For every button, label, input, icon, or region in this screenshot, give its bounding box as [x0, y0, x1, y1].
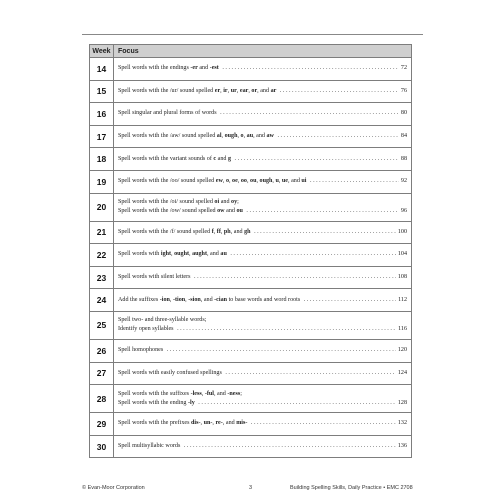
table-row [90, 244, 412, 267]
week-number: 26 [90, 339, 114, 362]
focus-line [118, 228, 407, 237]
focus-text: Spell words with the /ur/ sound spelled er, ir, ur, ear, or, and ar [118, 87, 277, 94]
week-column-header: Week [90, 45, 114, 58]
page-number: 112 [398, 296, 407, 303]
page-number: 128 [397, 399, 407, 406]
focus-line [118, 155, 407, 164]
focus-cell [114, 413, 412, 436]
focus-cell [114, 266, 412, 289]
week-number: 21 [90, 221, 114, 244]
focus-cell [114, 385, 412, 413]
focus-text: Spell words with the /oo/ sound spelled ew, o, oe, oo, ou, ough, u, ue, and ui [118, 178, 307, 185]
table-row [90, 103, 412, 126]
week-number: 30 [90, 435, 114, 458]
focus-line [118, 369, 407, 378]
dot-leader [118, 369, 396, 378]
focus-text: Spell words with easily confused spellings [118, 369, 222, 376]
focus-text: Spell words with the endings -er and -est [118, 65, 219, 72]
dot-leader [118, 296, 396, 305]
dot-leader [118, 64, 399, 73]
dot-leader [118, 87, 399, 96]
focus-text: Spell words with the variant sounds of c and g [118, 155, 232, 162]
footer-book-title: Building Spelling Skills, Daily Practice • EMC 2708 [290, 485, 413, 491]
focus-text: Spell two- and three-syllable words; [118, 317, 207, 324]
page-number: 72 [400, 65, 407, 72]
dot-leader [118, 325, 396, 334]
dot-leader [118, 228, 396, 237]
focus-column-header: Focus [114, 45, 412, 58]
page-number: 116 [398, 326, 407, 333]
focus-cell [114, 435, 412, 458]
focus-cell [114, 170, 412, 193]
page-number: 108 [397, 274, 407, 281]
dot-leader [118, 273, 396, 282]
week-number: 29 [90, 413, 114, 436]
focus-text: Spell words with the /f/ sound spelled f, ff, ph, and gh [118, 228, 251, 235]
focus-text: Identify open syllables [118, 326, 174, 333]
page-number: 100 [397, 228, 407, 235]
week-number: 15 [90, 80, 114, 103]
focus-line [118, 198, 407, 207]
contents-table [89, 44, 412, 458]
page-number: 76 [400, 87, 407, 94]
week-number: 24 [90, 289, 114, 312]
dot-leader [118, 207, 399, 216]
focus-line [118, 325, 407, 334]
page-number: 120 [397, 347, 407, 354]
week-number: 14 [90, 58, 114, 81]
table-row [90, 289, 412, 312]
table-row [90, 385, 412, 413]
table-row [90, 362, 412, 385]
focus-cell [114, 311, 412, 339]
week-number: 28 [90, 385, 114, 413]
week-number: 27 [90, 362, 114, 385]
focus-line [118, 273, 407, 282]
focus-cell [114, 193, 412, 221]
focus-cell [114, 125, 412, 148]
page-number: 96 [400, 208, 407, 215]
table-row [90, 435, 412, 458]
week-number: 22 [90, 244, 114, 267]
page-number: 136 [397, 443, 407, 450]
focus-line [118, 64, 407, 73]
top-rule [82, 34, 423, 35]
page-number: 124 [397, 369, 407, 376]
table-row [90, 80, 412, 103]
focus-cell [114, 362, 412, 385]
focus-line [118, 442, 407, 451]
contents-table-body [90, 58, 412, 458]
dot-leader [118, 442, 396, 451]
focus-text: Spell words with ight, ought, aught, and au [118, 251, 227, 258]
focus-line [118, 419, 407, 428]
table-row [90, 193, 412, 221]
dot-leader [118, 177, 399, 186]
focus-line [118, 390, 407, 399]
dot-leader [118, 250, 396, 259]
page-number: 84 [400, 133, 407, 140]
dot-leader [118, 399, 396, 408]
week-number: 20 [90, 193, 114, 221]
table-row [90, 311, 412, 339]
dot-leader [118, 419, 396, 428]
focus-cell [114, 148, 412, 171]
focus-text: Spell multisyllabic words [118, 443, 181, 450]
focus-line [118, 296, 407, 305]
focus-line [118, 250, 407, 259]
focus-line [118, 109, 407, 118]
dot-leader [118, 346, 396, 355]
dot-leader [118, 132, 399, 141]
week-number: 25 [90, 311, 114, 339]
table-row [90, 413, 412, 436]
dot-leader [118, 109, 399, 118]
focus-line [118, 132, 407, 141]
table-row [90, 266, 412, 289]
focus-cell [114, 58, 412, 81]
focus-text: Spell words with the /aw/ sound spelled al, ough, o, au, and aw [118, 133, 274, 140]
focus-cell [114, 289, 412, 312]
table-row [90, 58, 412, 81]
footer-copyright: © Evan-Moor Corporation [82, 485, 145, 491]
page-number: 132 [397, 420, 407, 427]
focus-line [118, 87, 407, 96]
focus-text: Spell words with the prefixes dis-, un-, re-, and mis- [118, 420, 248, 427]
focus-text: Spell words with the /oi/ sound spelled oi and oy; [118, 199, 239, 206]
week-number: 18 [90, 148, 114, 171]
focus-text: Spell words with the /ow/ sound spelled ow and ou [118, 208, 243, 215]
focus-cell [114, 339, 412, 362]
table-row [90, 148, 412, 171]
week-number: 16 [90, 103, 114, 126]
focus-cell [114, 244, 412, 267]
week-number: 23 [90, 266, 114, 289]
focus-line [118, 399, 407, 408]
page-number: 104 [397, 251, 407, 258]
dot-leader [118, 155, 399, 164]
week-number: 17 [90, 125, 114, 148]
footer-page-number: 3 [249, 485, 253, 491]
page-number: 92 [400, 178, 407, 185]
focus-line [118, 177, 407, 186]
table-row [90, 221, 412, 244]
page-number: 80 [400, 110, 407, 117]
table-row [90, 170, 412, 193]
focus-cell [114, 80, 412, 103]
focus-text: Spell homophones [118, 347, 164, 354]
focus-text: Add the suffixes -ion, -tion, -sion, and -cian to base words and word roots [118, 296, 301, 303]
focus-text: Spell words with the ending -ly [118, 399, 195, 406]
table-row [90, 125, 412, 148]
focus-cell [114, 221, 412, 244]
table-header-row [90, 45, 412, 58]
focus-text: Spell words with the suffixes -less, -ful, and -ness; [118, 390, 242, 397]
focus-text: Spell words with silent letters [118, 274, 191, 281]
table-row [90, 339, 412, 362]
week-number: 19 [90, 170, 114, 193]
focus-line [118, 207, 407, 216]
focus-cell [114, 103, 412, 126]
focus-line [118, 316, 407, 325]
page-number: 88 [400, 155, 407, 162]
focus-line [118, 346, 407, 355]
focus-text: Spell singular and plural forms of words [118, 110, 217, 117]
